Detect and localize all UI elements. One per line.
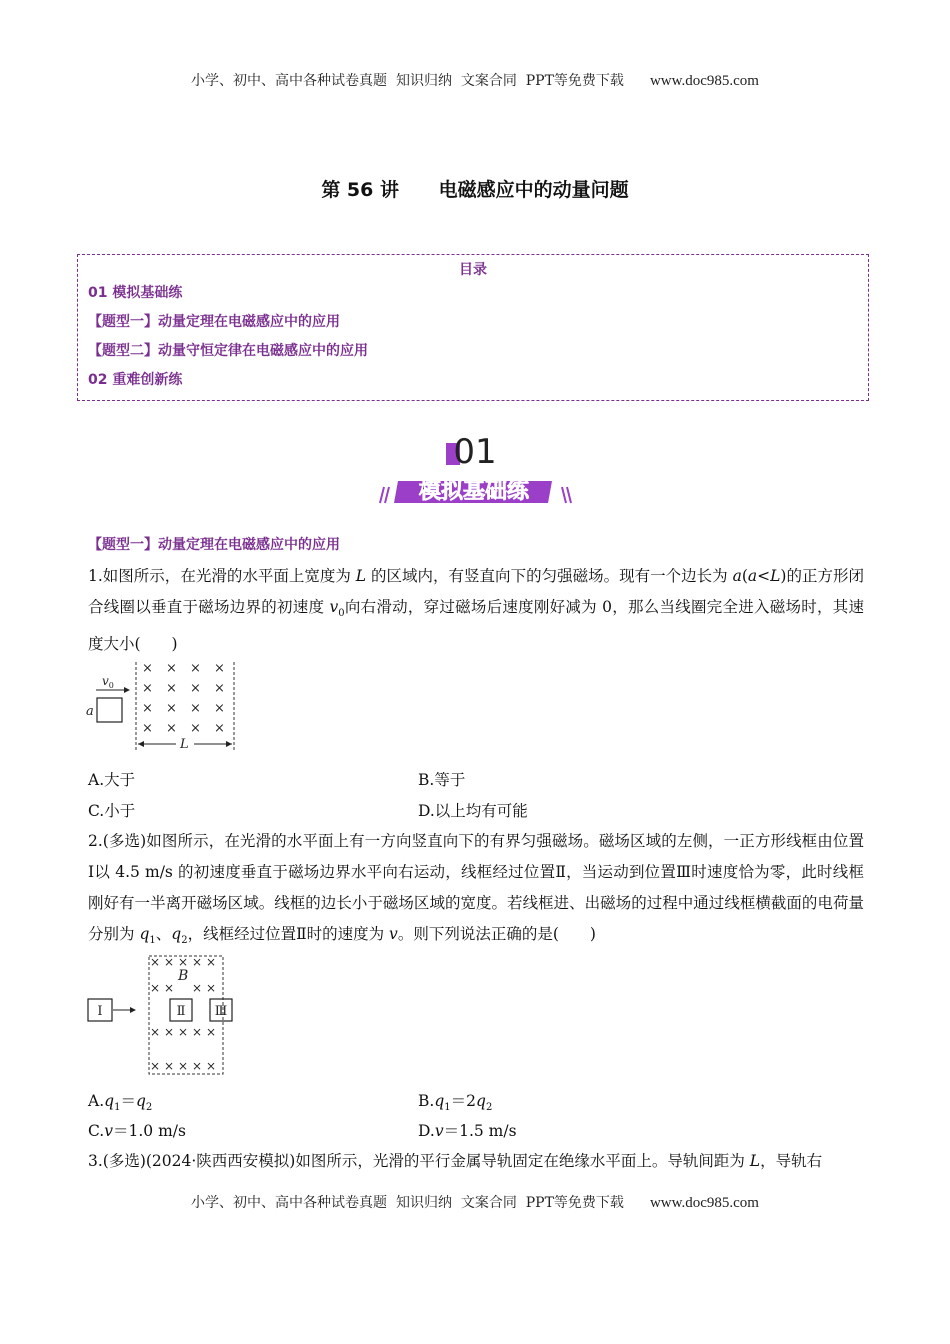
cross-mark: × (214, 721, 225, 736)
cross-mark: × (164, 1059, 175, 1073)
cross-mark: × (214, 681, 225, 696)
velocity-arrowhead (124, 687, 130, 693)
side-label-a: a (86, 704, 94, 719)
cross-mark: × (164, 955, 175, 969)
q1-option-d[interactable]: D.以上均有可能 (418, 802, 528, 820)
toc-item[interactable]: 【题型二】动量守恒定律在电磁感应中的应用 (88, 343, 368, 359)
cross-mark: × (192, 1025, 203, 1039)
cross-mark: × (150, 955, 161, 969)
toc-title: 目录 (459, 262, 487, 278)
velocity-label: $v_0$ (102, 674, 114, 690)
cross-mark: × (150, 981, 161, 995)
cross-mark: × (166, 701, 177, 716)
field-label-B: B (178, 968, 189, 984)
q1-option-b[interactable]: B.等于 (418, 771, 466, 789)
type1-heading: 【题型一】动量定理在电磁感应中的应用 (88, 537, 340, 553)
cross-mark: × (150, 1059, 161, 1073)
cross-mark: × (192, 955, 203, 969)
q2-option-c[interactable]: C.v＝1.0 m/s (88, 1122, 186, 1140)
cross-mark: × (142, 701, 153, 716)
position-3-label: Ⅲ (214, 1004, 228, 1019)
width-label-L: L (180, 737, 189, 752)
cross-mark: × (206, 955, 217, 969)
section-number: 01 (453, 432, 497, 472)
cross-mark: × (178, 1059, 189, 1073)
page-title: 第 56 讲 电磁感应中的动量问题 (321, 179, 629, 201)
question-2-stem: 2.(多选)如图所示，在光滑的水平面上有一方向竖直向下的有界匀强磁场。磁场区域的左侧，一正方形线框由位置Ⅰ以 4.5 m/s 的初速度垂直于磁场边界水平向右运动，线框经过位置Ⅱ，当运动到位置Ⅲ时速度恰为零，此时线框刚好有一半离开磁场区域。线框的边长小于磁场区域的宽度。若线框进、出磁场的过程中通过线框横截面的电荷量分别为 $q_1$、$q_2$，线框经过位置Ⅱ时的速度为 v。则下列说法正确的是( ) (88, 832, 864, 947)
cross-mark: × (166, 681, 177, 696)
cross-mark: × (192, 981, 203, 995)
cross-mark: × (192, 1059, 203, 1073)
cross-mark: × (190, 681, 201, 696)
motion-arrowhead (130, 1007, 136, 1013)
header-text: 小学、初中、高中各种试卷真题 知识归纳 文案合同 PPT等免费下载 (191, 73, 624, 89)
section-badge (370, 425, 580, 505)
page-header (0, 70, 950, 90)
table-of-contents (77, 254, 869, 401)
square-coil (97, 698, 122, 722)
toc-item[interactable]: 【题型一】动量定理在电磁感应中的应用 (88, 314, 340, 330)
section-label: 模拟基础练 (418, 479, 530, 504)
header-url[interactable]: www.doc985.com (649, 73, 759, 89)
question-2-figure (86, 952, 246, 1078)
cross-mark: × (206, 1025, 217, 1039)
cross-mark: × (142, 661, 153, 676)
cross-mark: × (190, 721, 201, 736)
q2-option-a[interactable]: $A.q_1=q_2$ (88, 1092, 153, 1114)
width-arrowhead-left (138, 741, 144, 747)
q1-option-c[interactable]: C.小于 (88, 802, 136, 820)
cross-mark: × (178, 955, 189, 969)
badge-slash-left (380, 487, 389, 503)
width-arrowhead-right (226, 741, 232, 747)
cross-mark: × (164, 981, 175, 995)
page-footer (0, 1192, 950, 1212)
q2-option-b[interactable]: $B.q_1=2q_2$ (418, 1092, 493, 1114)
cross-mark: × (142, 721, 153, 736)
cross-mark: × (214, 701, 225, 716)
toc-item[interactable]: 02 重难创新练 (88, 372, 183, 388)
badge-slash-right (562, 487, 571, 503)
q1-option-a[interactable]: A.大于 (88, 771, 136, 789)
cross-mark: × (166, 721, 177, 736)
cross-mark: × (164, 1025, 175, 1039)
toc-item[interactable]: 01 模拟基础练 (88, 285, 183, 301)
question-3-stem: 3.(多选)(2024·陕西西安模拟)如图所示，光滑的平行金属导轨固定在绝缘水平面上。导轨间距为 L，导轨右 (88, 1152, 823, 1170)
position-1-label: Ⅰ (97, 1004, 103, 1019)
cross-mark: × (142, 681, 153, 696)
question-1-figure (86, 660, 246, 754)
footer-url[interactable]: www.doc985.com (649, 1195, 759, 1211)
cross-mark: × (190, 661, 201, 676)
cross-mark: × (178, 1025, 189, 1039)
position-2-label: Ⅱ (176, 1004, 186, 1019)
footer-text: 小学、初中、高中各种试卷真题 知识归纳 文案合同 PPT等免费下载 (191, 1195, 624, 1211)
cross-mark: × (190, 701, 201, 716)
q2-option-d[interactable]: D.v＝1.5 m/s (418, 1122, 517, 1140)
question-1-stem: 1.如图所示，在光滑的水平面上宽度为 L 的区域内，有竖直向下的匀强磁场。现有一个边长为 a(a<L)的正方形闭合线圈以垂直于磁场边界的初速度 $v_0$向右滑动，穿过磁场后速度刚好减为 0，那么当线圈完全进入磁场时，其速度大小( ) (88, 567, 864, 654)
cross-mark: × (206, 981, 217, 995)
cross-mark: × (214, 661, 225, 676)
cross-mark: × (150, 1025, 161, 1039)
cross-mark: × (166, 661, 177, 676)
cross-mark: × (206, 1059, 217, 1073)
